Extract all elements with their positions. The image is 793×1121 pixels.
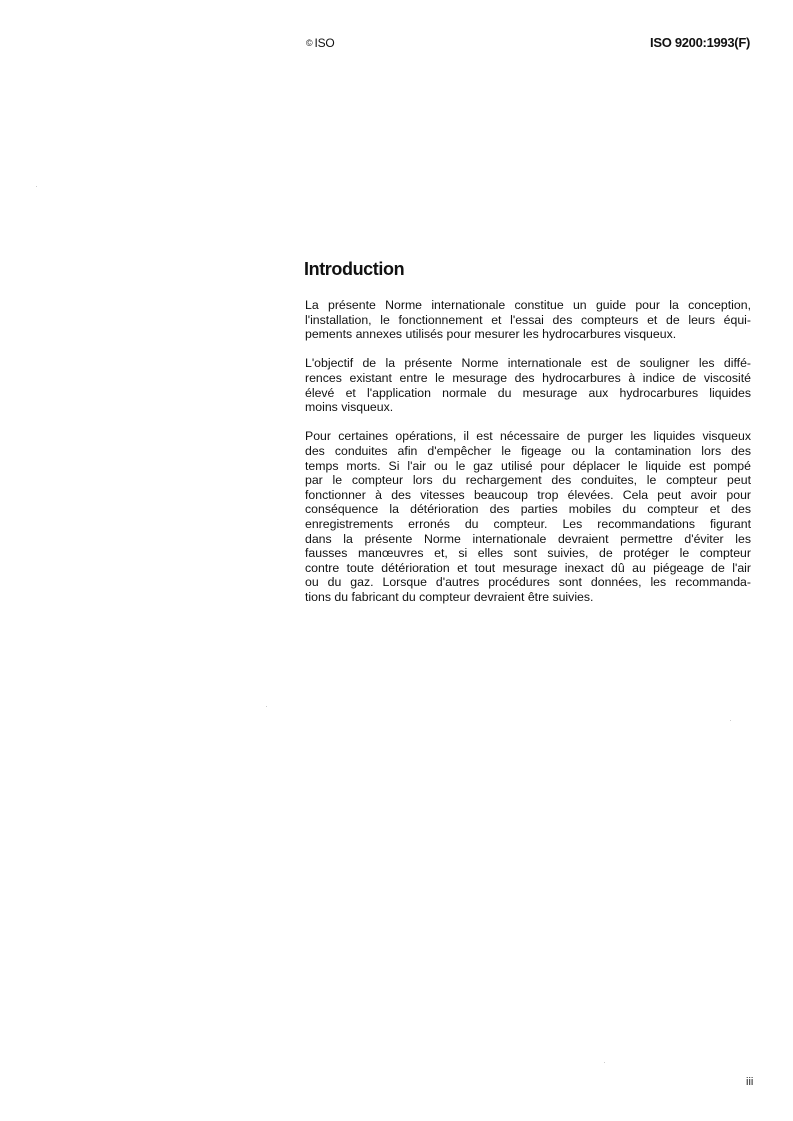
text-line: rences existant entre le mesurage des hydrocarbures à indice de viscosité (305, 370, 751, 385)
text-line: enregistrements erronés du compteur. Les recommandations figurant (305, 516, 751, 531)
text-line: fonctionner à des vitesses beaucoup trop élevées. Cela peut avoir pour (305, 487, 751, 502)
text-line: fausses manœuvres et, si elles sont suivies, de protéger le compteur (305, 546, 751, 561)
text-line: des conduites afin d'empêcher le figeage ou la contamination lors des (305, 443, 751, 458)
text-line: ou du gaz. Lorsque d'autres procédures sont données, les recommanda- (305, 575, 751, 590)
text-line: par le compteur lors du rechargement des conduites, le compteur peut (305, 473, 751, 488)
text-line: pements annexes utilisés pour mesurer les hydrocarbures visqueux. (305, 327, 677, 342)
scan-speck (266, 706, 267, 707)
text-line: dans la présente Norme internationale devraient permettre d'éviter les (305, 531, 751, 546)
document-identifier: ISO 9200:1993(F) (650, 35, 750, 50)
copyright-text: ISO (314, 36, 335, 50)
text-line: Pour certaines opérations, il est nécessaire de purger les liquides visqueux (305, 429, 751, 444)
text-line: contre toute détérioration et tout mesurage inexact dû au piégeage de l'air (305, 560, 751, 575)
scan-speck (36, 186, 37, 187)
copyright-notice (306, 36, 335, 50)
copyright-icon: © (306, 38, 313, 48)
text-line: moins visqueux. (305, 400, 394, 415)
section-title: Introduction (304, 259, 405, 279)
paragraph-2 (305, 356, 751, 414)
text-line: La présente Norme internationale constitue un guide pour la conception, (305, 298, 751, 312)
text-line: conséquence la détérioration des parties mobiles du compteur et des (305, 502, 751, 517)
text-line: temps morts. Si l'air ou le gaz utilisé pour déplacer le liquide est pompé (305, 458, 751, 473)
paragraph-1 (305, 298, 751, 342)
paragraph-3 (305, 429, 751, 604)
text-line: l'installation, le fonctionnement et l'essai des compteurs et de leurs équi- (305, 312, 751, 327)
section-body (305, 298, 751, 619)
scan-speck (730, 720, 731, 721)
text-line: élevé et l'application normale du mesurage aux hydrocarbures liquides (305, 385, 751, 400)
scan-speck (604, 1062, 605, 1063)
text-line: L'objectif de la présente Norme internationale est de souligner les diffé- (305, 356, 751, 371)
text-line: tions du fabricant du compteur devraient être suivies. (305, 589, 594, 604)
page-number: iii (746, 1076, 754, 1088)
